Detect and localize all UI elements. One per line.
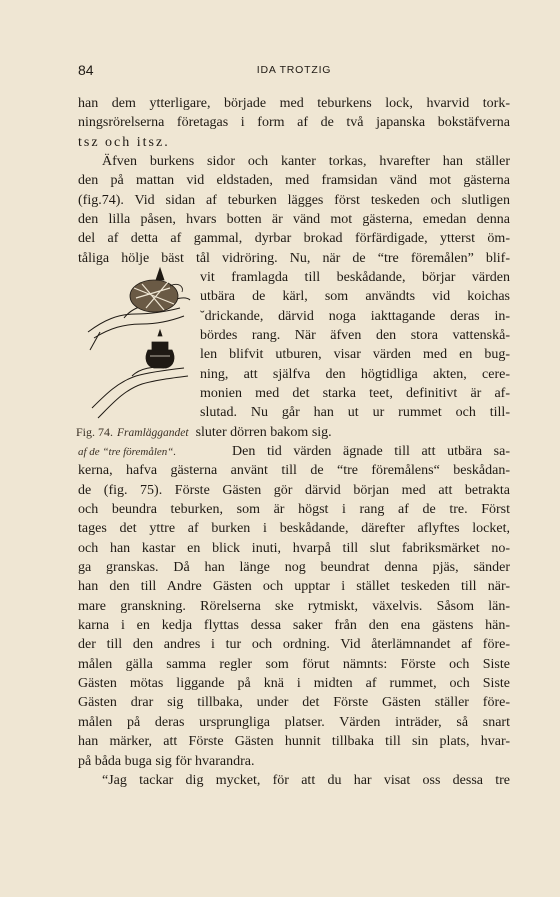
text-line: (fig.74). Vid sidan af teburken lägges först teskeden och slutligen (78, 192, 510, 208)
figure-title: Framläggandet (117, 427, 189, 439)
text-line: han märker, att Förste Gästen hunnit tillbaka till sin plats, hvar- (78, 734, 510, 750)
page-number: 84 (78, 62, 94, 78)
figure-illustration (84, 258, 196, 420)
text-line: bördes rang. När äfven den stora vattenskå- (200, 328, 510, 344)
running-title: IDA TROTZIG (256, 64, 332, 76)
text-line: Gästen drar sig tillbaka, under det Förste Gästen ställer före- (78, 695, 510, 711)
text-line: ga granskas. Då han länge nog beundrat denna pjäs, sänder (78, 560, 510, 576)
text-line: och han kastar en blick inuti, hvarpå till slut fabriksmärket no- (78, 540, 510, 556)
text-line: målen på deras ursprungliga platser. Värden inträder, så snart (78, 714, 510, 730)
text-line: kerna, hafva gästerna använt till de “tre föremålens“ beskådan- (78, 463, 510, 479)
text-line: på båda buga sig för hvarandra. (78, 753, 255, 769)
text-line: målen gälla samma regler som förut nämnts: Förste och Siste (78, 656, 510, 672)
paragraph-block-top (78, 94, 510, 268)
text-line: den på mattan vid eldstaden, med framsidan vänd mot gästerna (78, 173, 510, 189)
text-line: tages det yttre af burken i beskådande, därefter aflyftes locket, (78, 521, 510, 537)
paragraph-block-bottom (78, 442, 510, 790)
text-line: slutad. Nu går han ut ur rummet och till- (200, 405, 510, 421)
text-line: ningsrörelserna företagas i form af de två japanska bokstäfverna (78, 115, 510, 131)
paragraph-block-right (200, 268, 510, 423)
text-line: ˘drickande, därvid noga iakttagande deras in- (200, 308, 510, 324)
text-line: vit framlagda till beskådande, börjar värden (200, 270, 510, 285)
text-line: monien med det starka teet, definitivt är af- (200, 386, 510, 402)
text-line: han dem ytterligare, började med teburkens lock, hvarvid tork- (78, 96, 510, 111)
text-line: Den tid värden ägnade till att utbära sa- (232, 444, 510, 459)
page-header (78, 62, 510, 80)
text-line: Gästen mötas liggande på knä i midten af rummet, och Siste (78, 676, 510, 692)
text-line: tåliga hölje bäst tål vidröring. Nu, när de “tre föremålen” blif- (78, 250, 510, 266)
figure-number: Fig. 74. (76, 425, 114, 439)
text-line: sluter dörren bakom sig. (195, 425, 332, 440)
figure-caption-line2: af de “tre föremålen“. (78, 446, 177, 458)
text-line: utbära de kärl, som användts vid koichas (200, 289, 510, 305)
text-line: Äfven burkens sidor och kanter torkas, hvarefter han ställer (102, 154, 510, 170)
text-line: der till den andres i tur och ordning. Vid återlämnandet af före- (78, 637, 510, 653)
text-line: ning, att själfva den högtidliga akten, cere- (200, 366, 510, 382)
text-line: den lilla påsen, hvars botten är vänd mot gästerna, emedan denna (78, 212, 510, 228)
text-line: han den till Andre Gästen och upptar i stället teskeden till när- (78, 579, 510, 595)
text-line: “Jag tackar dig mycket, för att du har visat oss dessa tre (102, 772, 510, 788)
figure-caption (76, 423, 510, 442)
text-line: karna i en kedja flyttas dessa saker från den ena gästens hän- (78, 618, 510, 634)
text-line: del af detta af gammal, dyrbar brokad förfärdigade, ytterst öm- (78, 231, 510, 247)
text-line: och beundra teburken, som är högst i rang af de tre. Först (78, 502, 510, 518)
text-line: len blifvit utburen, visar värden med en bug- (200, 347, 510, 363)
text-line: mare granskning. Rörelserna ske rytmiskt, växelvis. Såsom län- (78, 598, 510, 614)
text-line: tsz och itsz. (78, 134, 170, 150)
text-line: de (fig. 75). Förste Gästen gör därvid början med att betrakta (78, 482, 510, 498)
